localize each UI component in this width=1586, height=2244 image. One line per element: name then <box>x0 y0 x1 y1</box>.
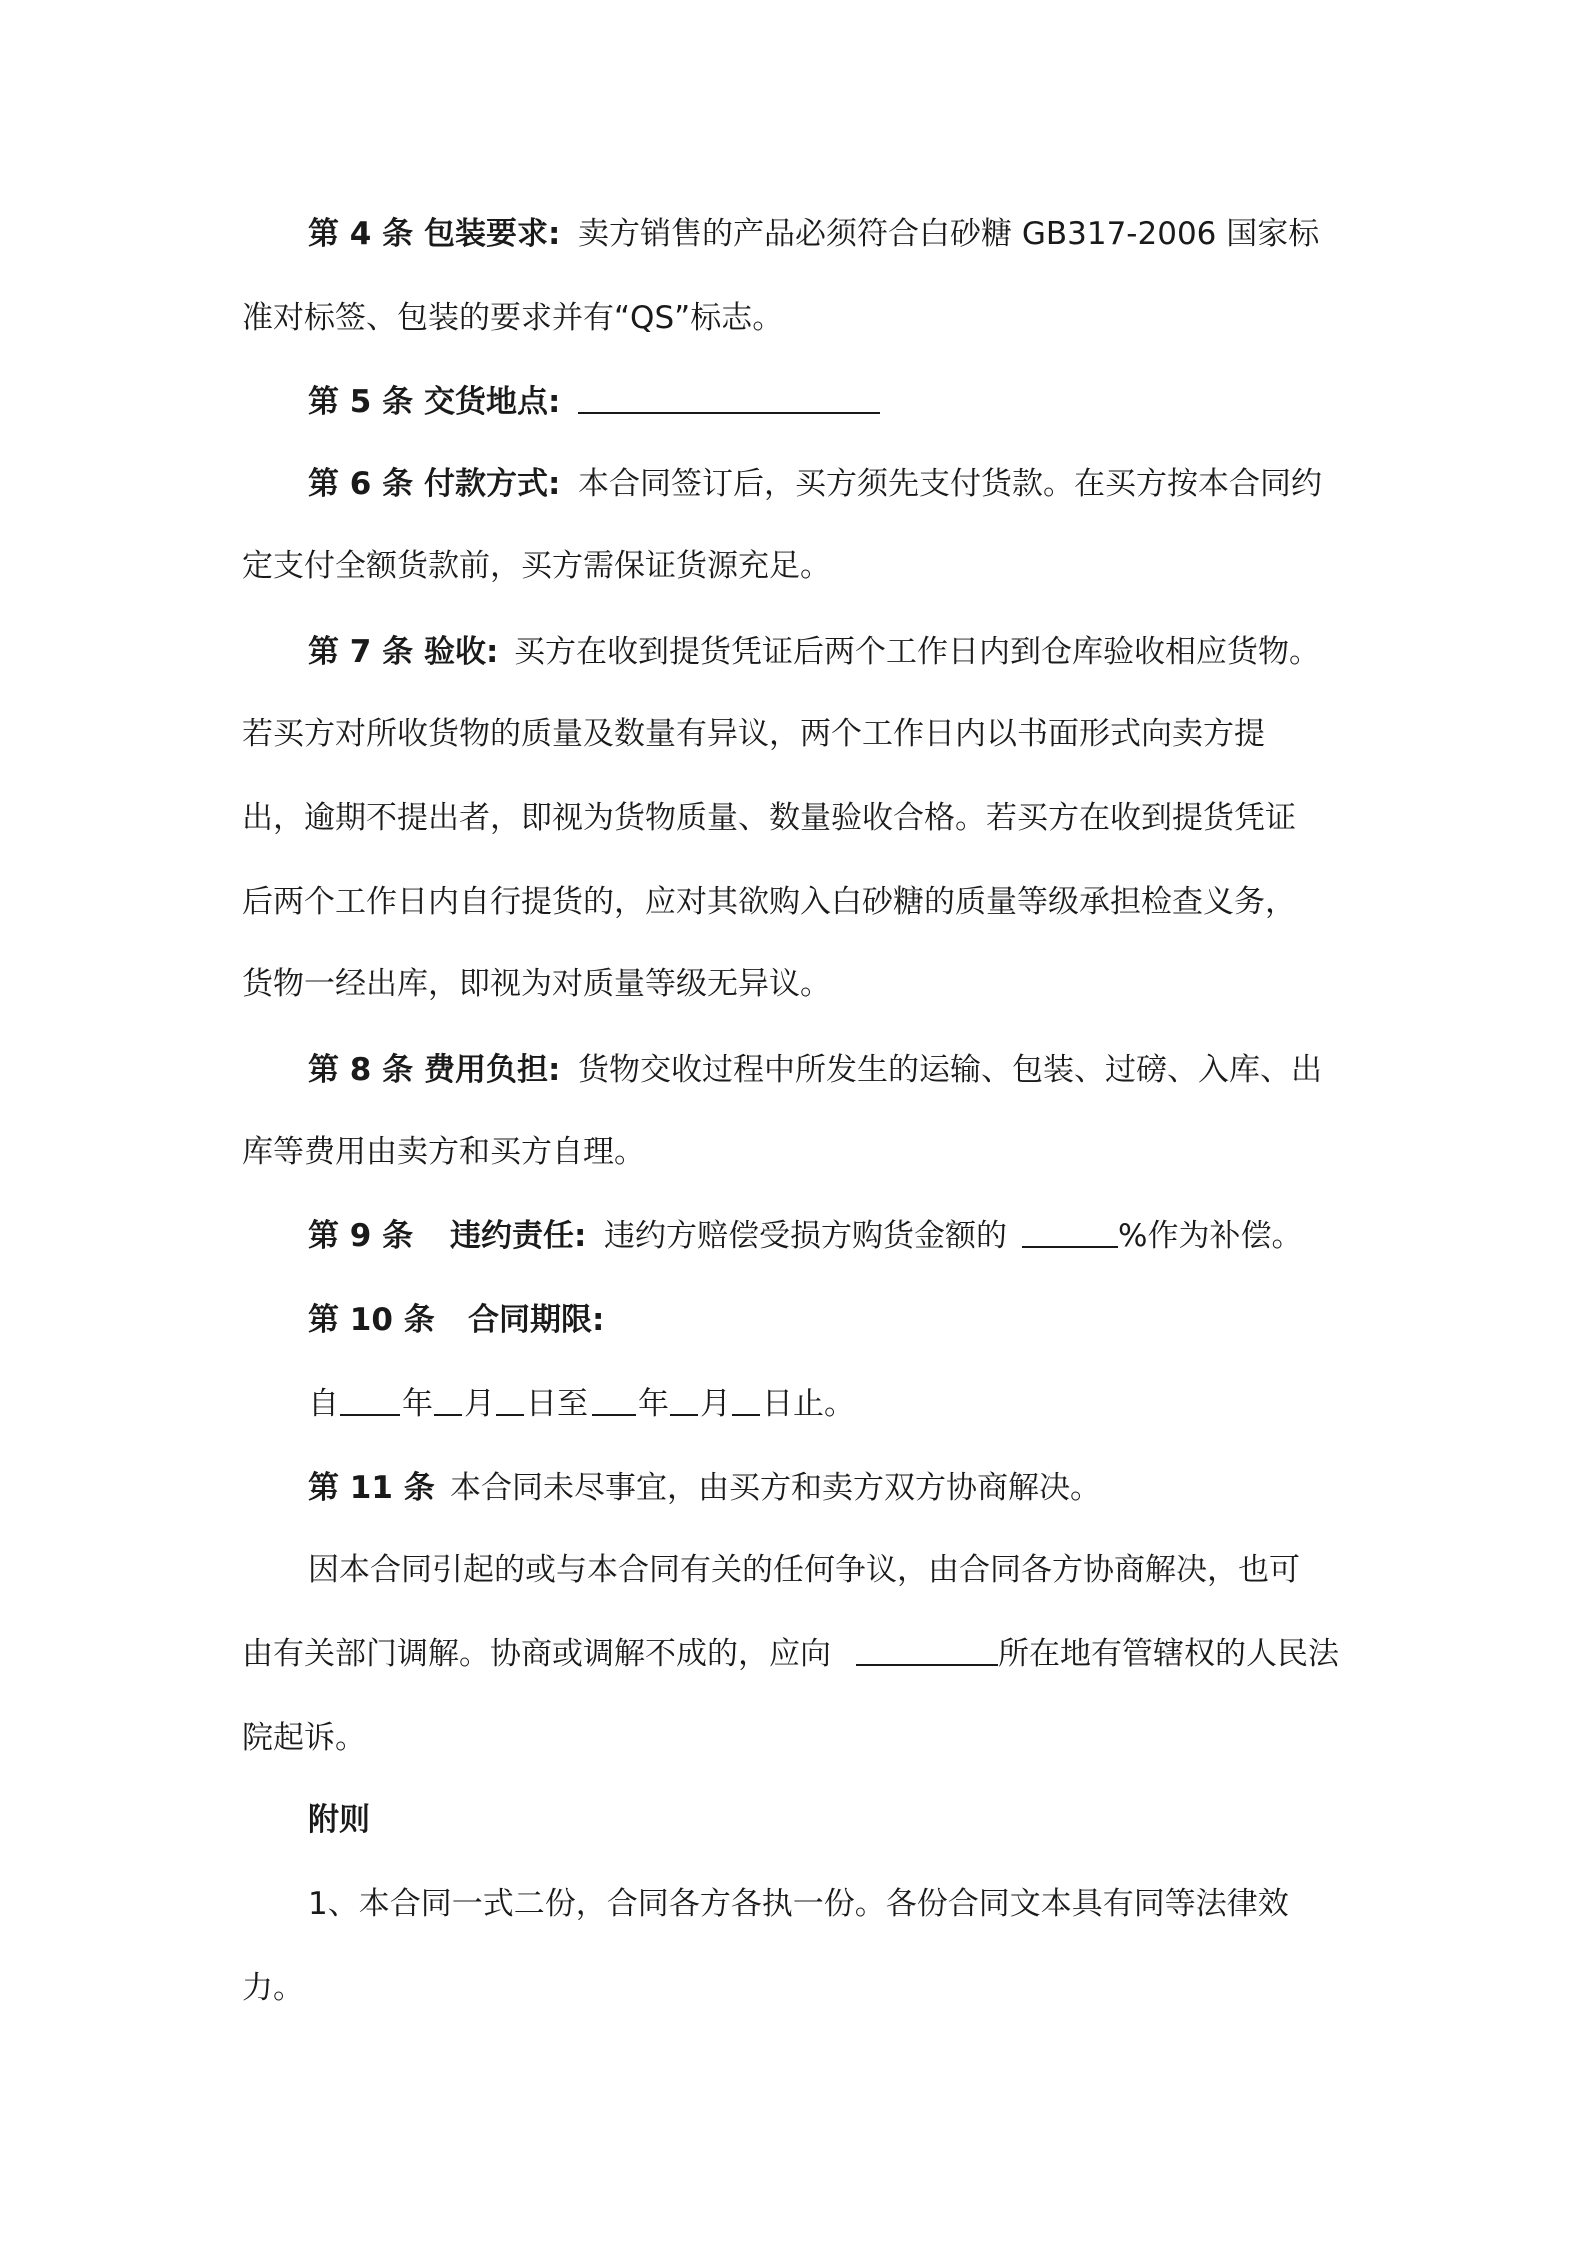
article-4-text: 卖方销售的产品必须符合白砂糖 GB317-2006 国家标 <box>578 216 1320 252</box>
start-day-blank[interactable] <box>496 1382 524 1416</box>
start-month-blank[interactable] <box>434 1382 462 1416</box>
dispute-text-2-end: 所在地有管辖权的人民法 <box>998 1636 1339 1672</box>
article-10-heading: 合同期限: <box>468 1302 605 1338</box>
article-6-text: 本合同签订后，买方须先支付货款。在买方按本合同约 <box>578 466 1322 502</box>
penalty-percent-blank[interactable] <box>1022 1214 1118 1248</box>
term-from-label: 自 <box>308 1386 339 1422</box>
start-year-blank[interactable] <box>340 1382 400 1416</box>
article-9-heading: 违约责任: <box>450 1218 587 1254</box>
article-8-text: 货物交收过程中所发生的运输、包装、过磅、入库、出 <box>578 1052 1322 1088</box>
term-year-label-1: 年 <box>402 1386 433 1422</box>
article-7-text-4: 后两个工作日内自行提货的，应对其欲购入白砂糖的质量等级承担检查义务， <box>242 884 1296 920</box>
dispute-text-2: 由有关部门调解。协商或调解不成的，应向 <box>242 1636 831 1672</box>
article-11-number: 第 11 条 <box>308 1470 435 1506</box>
appendix-item-1-text: 1、本合同一式二份，合同各方各执一份。各份合同文本具有同等法律效 <box>308 1886 1289 1922</box>
article-10-number: 第 10 条 <box>308 1302 435 1338</box>
term-day-end-label: 日止。 <box>762 1386 855 1422</box>
end-year-blank[interactable] <box>592 1382 636 1416</box>
article-9-text-end: %作为补偿。 <box>1118 1218 1303 1254</box>
end-month-blank[interactable] <box>670 1382 698 1416</box>
article-6-heading: 付款方式: <box>424 466 561 502</box>
article-6-text-cont: 定支付全额货款前，买方需保证货源充足。 <box>242 548 831 584</box>
dispute-text-1: 因本合同引起的或与本合同有关的任何争议，由合同各方协商解决，也可 <box>308 1552 1300 1588</box>
article-6-number: 第 6 条 <box>308 466 414 502</box>
article-7-text-3: 出，逾期不提出者，即视为货物质量、数量验收合格。若买方在收到提货凭证 <box>242 800 1296 836</box>
article-9-text: 违约方赔偿受损方购货金额的 <box>604 1218 1007 1254</box>
article-11-text: 本合同未尽事宜，由买方和卖方双方协商解决。 <box>450 1470 1101 1506</box>
article-7-number: 第 7 条 <box>308 634 414 670</box>
term-year-label-2: 年 <box>638 1386 669 1422</box>
appendix-heading: 附则 <box>308 1802 370 1838</box>
article-5-heading: 交货地点: <box>424 384 561 420</box>
court-location-blank[interactable] <box>856 1632 998 1666</box>
article-7-text-2: 若买方对所收货物的质量及数量有异议，两个工作日内以书面形式向卖方提 <box>242 716 1265 752</box>
delivery-place-blank[interactable] <box>578 380 880 414</box>
dispute-text-3: 院起诉。 <box>242 1720 366 1756</box>
article-8-heading: 费用负担: <box>424 1052 561 1088</box>
article-8-text-cont: 库等费用由卖方和买方自理。 <box>242 1134 645 1170</box>
term-day-to-label: 日至 <box>526 1386 588 1422</box>
article-9-number: 第 9 条 <box>308 1218 414 1254</box>
term-month-label-1: 月 <box>464 1386 495 1422</box>
article-7-text-5: 货物一经出库，即视为对质量等级无异议。 <box>242 966 831 1002</box>
appendix-item-1-text-cont: 力。 <box>242 1970 304 2006</box>
article-5-number: 第 5 条 <box>308 384 414 420</box>
article-7-text: 买方在收到提货凭证后两个工作日内到仓库验收相应货物。 <box>514 634 1320 670</box>
article-7-heading: 验收: <box>424 634 499 670</box>
term-month-label-2: 月 <box>700 1386 731 1422</box>
end-day-blank[interactable] <box>732 1382 760 1416</box>
article-4-text-cont: 准对标签、包装的要求并有“QS”标志。 <box>242 300 784 336</box>
article-4-heading: 包装要求: <box>424 216 561 252</box>
article-4-number: 第 4 条 <box>308 216 414 252</box>
article-8-number: 第 8 条 <box>308 1052 414 1088</box>
